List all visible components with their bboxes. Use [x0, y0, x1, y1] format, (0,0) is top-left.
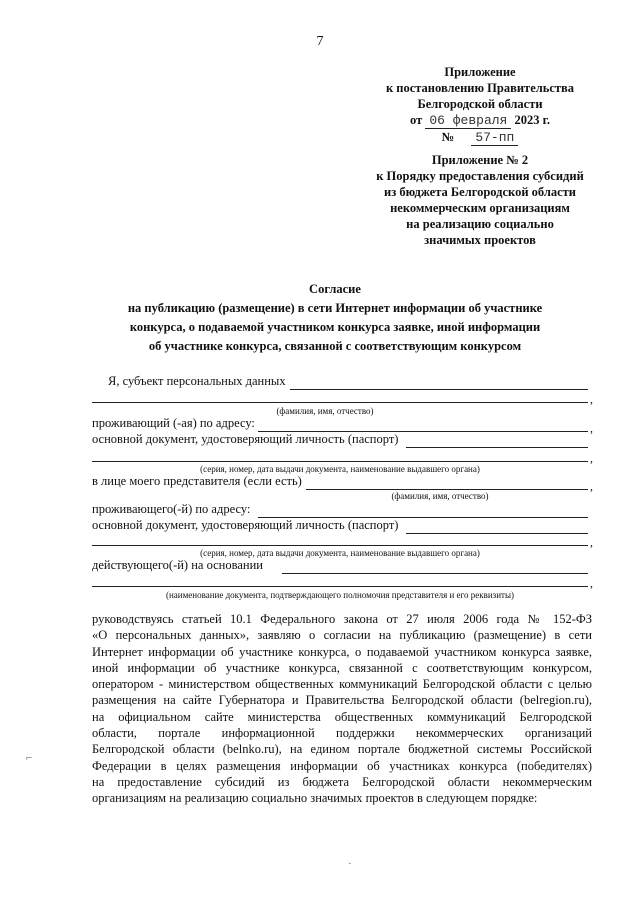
rep-document-label: основной документ, удостоверяющий личность (паспорт) [92, 518, 399, 532]
doc-caption: (серия, номер, дата выдачи документа, наименование выдавшего органа) [200, 464, 480, 474]
title-line: на публикацию (размещение) в сети Интернет информации об участнике [127, 301, 543, 315]
appendix-header [330, 64, 630, 146]
appendix-2-header [330, 152, 630, 248]
body-line: Белгородской области (belnko.ru), на едином портале бюджетной системы Российской [92, 742, 592, 757]
appendix-title: Приложение [444, 65, 516, 79]
title-line: конкурса, о подаваемой участником конкурса заявке, иной информации [129, 320, 541, 334]
appendix-date [330, 112, 630, 129]
rep-address-label: проживающего(-й) по адресу: [92, 502, 251, 516]
representative-label: в лице моего представителя (если есть) [92, 474, 302, 488]
number-prefix: № [441, 130, 455, 144]
appendix-2-line: значимых проектов [424, 233, 536, 247]
date-suffix: 2023 г. [514, 113, 551, 127]
rep-document-input-line-2[interactable] [92, 545, 588, 546]
appendix-2-line: к Порядку предоставления субсидий [376, 169, 584, 183]
basis-caption: (наименование документа, подтверждающего полномочия представителя и его реквизиты) [165, 590, 515, 600]
subject-label: Я, субъект персональных данных [108, 374, 286, 388]
basis-label: действующего(-й) на основании [92, 558, 263, 572]
body-line: организациям на реализацию социально значимых проектов в следующем порядке: [92, 791, 538, 806]
body-line: иной информации об участнике конкурса, связанной с соответствующим конкурсом, [92, 660, 592, 675]
rep-doc-caption: (серия, номер, дата выдачи документа, наименование выдавшего органа) [200, 548, 480, 558]
subject-input-line-2[interactable] [92, 402, 588, 403]
body-line: на предоставление субсидий из бюджета Белгородской области некоммерческим [92, 774, 592, 789]
date-prefix: от [409, 113, 423, 127]
comma: , [590, 421, 593, 435]
consent-body [92, 611, 592, 807]
comma: , [590, 535, 593, 549]
comma: , [590, 576, 593, 590]
basis-input-line-2[interactable] [92, 586, 588, 587]
appendix-2-line: на реализацию социально [406, 217, 554, 231]
body-line: размещения на сайте Губернатора и Правительства Белгородской области (belregion.ru), [92, 693, 592, 708]
body-line: «О персональных данных», заявляю о согласии на публикацию (размещение) в сети [92, 628, 592, 643]
appendix-2-line: из бюджета Белгородской области [384, 185, 576, 199]
body-line: оператором - министерством общественных коммуникаций Белгородской области с целью [92, 677, 592, 692]
document-input-line-2[interactable] [92, 461, 588, 462]
document-title [80, 280, 590, 356]
appendix-2-line: Приложение № 2 [431, 153, 529, 167]
body-line: области, портале информационной поддержки некоммерческих организаций [92, 726, 592, 741]
appendix-2-line: некоммерческим организациям [390, 201, 570, 215]
page-number: 7 [316, 34, 324, 49]
appendix-line-2: к постановлению Правительства [385, 81, 575, 95]
document-label: основной документ, удостоверяющий личность (паспорт) [92, 432, 399, 446]
scan-mark: ⌐ [26, 752, 33, 764]
comma: , [590, 479, 593, 493]
rep-document-input-line[interactable] [406, 533, 588, 534]
fio-caption: (фамилия, имя, отчество) [276, 406, 374, 416]
rep-fio-caption: (фамилия, имя, отчество) [391, 491, 489, 501]
subject-input-line[interactable] [290, 389, 588, 390]
appendix-line-3: Белгородской области [417, 97, 543, 111]
scan-mark: · [348, 858, 352, 870]
representative-input-line[interactable] [306, 489, 588, 490]
date-value: 06 февраля [425, 113, 511, 129]
comma: , [590, 392, 593, 406]
body-line: Федерации в целях размещения информации об участниках конкурса (победителях) [92, 758, 592, 773]
body-line: Интернет информации об участнике конкурса, о подаваемой участником конкурса заявке, [92, 644, 592, 659]
appendix-number [330, 129, 630, 146]
comma: , [590, 451, 593, 465]
number-value: 57-пп [471, 130, 518, 146]
basis-input-line[interactable] [282, 573, 588, 574]
address-label: проживающий (-ая) по адресу: [92, 416, 255, 430]
title-line: Согласие [309, 282, 361, 296]
body-line: руководствуясь статьей 10.1 Федерального закона от 27 июля 2006 года № 152-ФЗ [92, 612, 592, 626]
body-line: на официальном сайте министерства общественных коммуникаций Белгородской [92, 709, 592, 724]
title-line: об участнике конкурса, связанной с соответствующим конкурсом [148, 339, 522, 353]
document-input-line[interactable] [406, 447, 588, 448]
